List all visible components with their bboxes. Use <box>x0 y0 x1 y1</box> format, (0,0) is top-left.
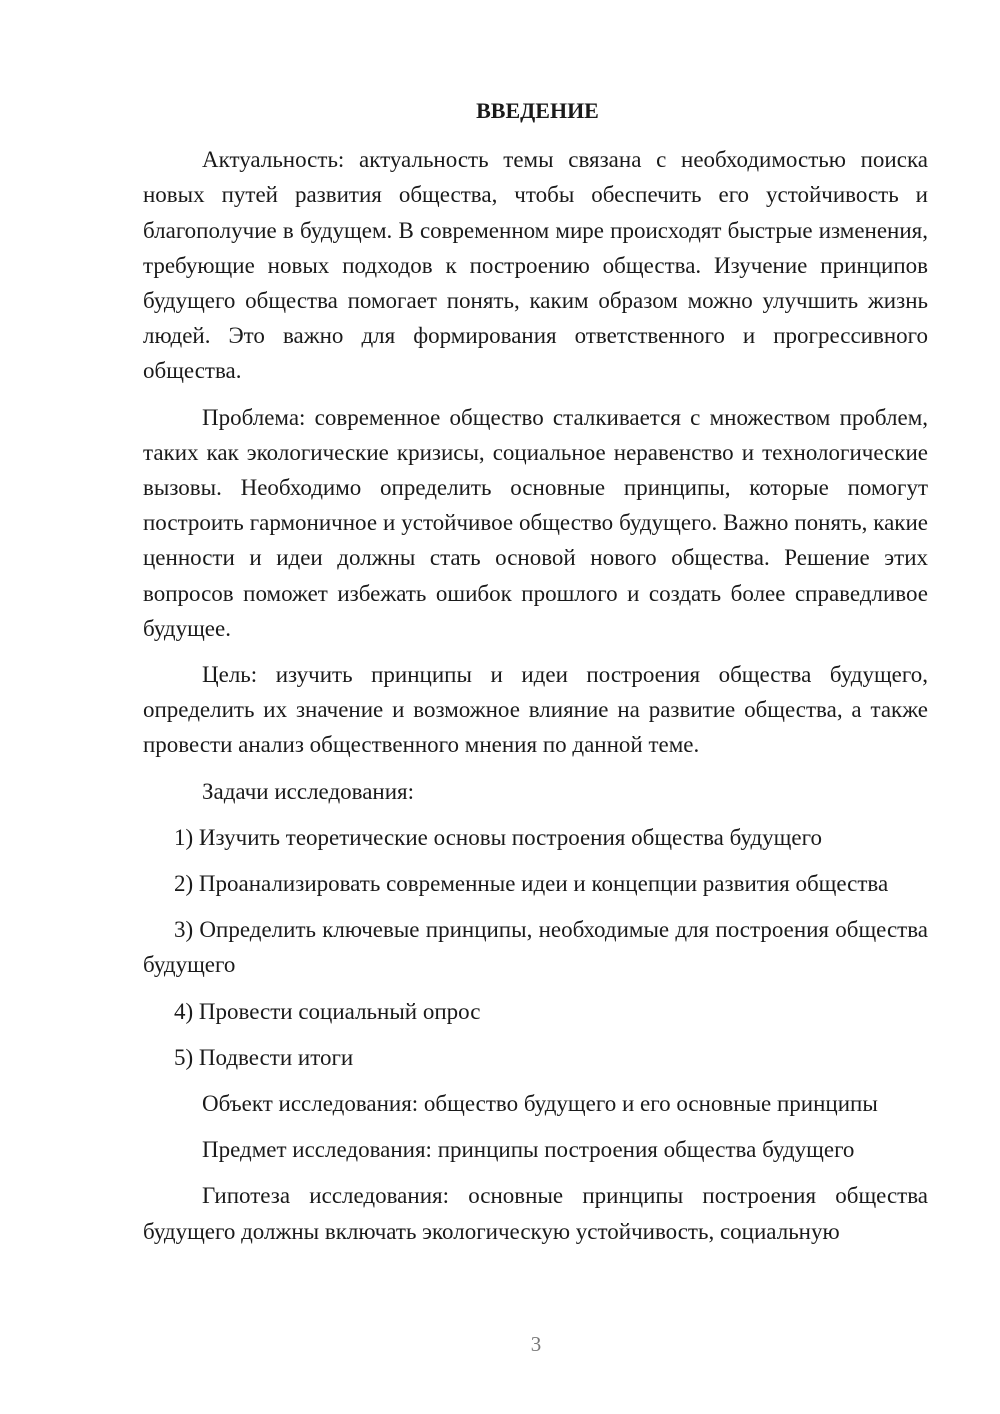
subject-paragraph: Предмет исследования: принципы построения общества будущего <box>202 1137 855 1163</box>
section-title: ВВЕДЕНИЕ <box>476 98 599 123</box>
problem-paragraph: Проблема: современное общество сталкивается с множеством проблем, таких как экологические кризисы, социальное неравенство и технологические вызовы. Необходимо определить основные принципы, которые помогут построить гармоничное и устойчивое общество будущего. Важно понять, какие ценности и идеи должны стать основой нового общества. Решение этих вопросов поможет избежать ошибок прошлого и создать более справедливое будущее. <box>143 404 928 641</box>
task-item-3: 3) Определить ключевые принципы, необходимые для построения общества будущего <box>143 917 928 978</box>
goal-paragraph: Цель: изучить принципы и идеи построения общества будущего, определить их значение и возможное влияние на развитие общества, а также провести анализ общественного мнения по данной теме. <box>143 662 928 758</box>
page-number: 3 <box>530 1332 542 1356</box>
tasks-heading: Задачи исследования: <box>202 778 415 804</box>
task-item-2: 2) Проанализировать современные идеи и концепции развития общества <box>174 871 889 897</box>
hypothesis-paragraph: Гипотеза исследования: основные принципы построения общества будущего должны включать экологическую устойчивость, социальную <box>143 1183 928 1244</box>
task-item-5: 5) Подвести итоги <box>174 1044 354 1070</box>
object-paragraph: Объект исследования: общество будущего и его основные принципы <box>202 1091 878 1117</box>
task-item-4: 4) Провести социальный опрос <box>174 998 481 1024</box>
task-item-1: 1) Изучить теоретические основы построения общества будущего <box>174 824 822 850</box>
relevance-paragraph: Актуальность: актуальность темы связана с необходимостью поиска новых путей развития общества, чтобы обеспечить его устойчивость и благополучие в будущем. В современном мире происходят быстрые изменения, требующие новых подходов к построению общества. Изучение принципов будущего общества помогает понять, каким образом можно улучшить жизнь людей. Это важно для формирования ответственного и прогрессивного общества. <box>143 147 928 384</box>
page-content <box>143 93 928 1260</box>
